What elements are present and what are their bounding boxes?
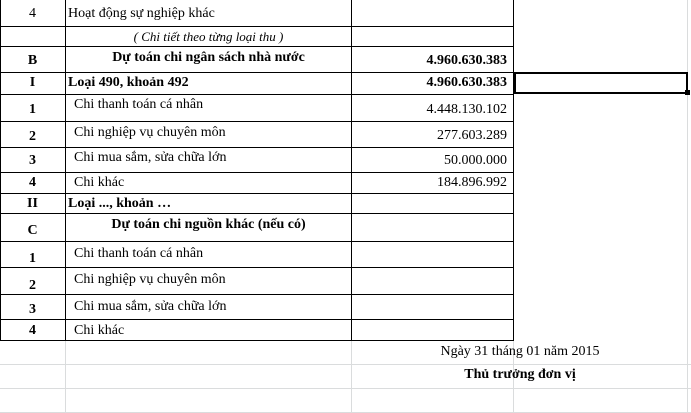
row-content-cell[interactable]: Hoạt động sự nghiệp khác bbox=[68, 6, 215, 21]
table-border bbox=[0, 172, 514, 173]
table-border bbox=[0, 319, 514, 320]
row-amount-cell[interactable]: 50.000.000 bbox=[444, 153, 507, 168]
table-border bbox=[0, 340, 514, 341]
row-content-cell[interactable]: Chi thanh toán cá nhân bbox=[74, 246, 204, 261]
row-number-cell[interactable]: 2 bbox=[29, 278, 36, 293]
table-border bbox=[0, 147, 514, 148]
row-amount-cell[interactable]: 277.603.289 bbox=[437, 128, 507, 143]
gridline bbox=[0, 364, 691, 365]
row-content-cell[interactable]: Chi mua sắm, sửa chữa lớn bbox=[74, 150, 227, 165]
row-number-cell[interactable]: 3 bbox=[29, 302, 36, 317]
row-content-cell[interactable]: Loại 490, khoản 492 bbox=[68, 75, 189, 90]
gridline bbox=[0, 388, 691, 389]
fill-handle[interactable] bbox=[685, 90, 690, 95]
row-content-cell[interactable]: Dự toán chi ngân sách nhà nước bbox=[112, 50, 305, 65]
table-border bbox=[0, 193, 514, 194]
table-border bbox=[0, 241, 514, 242]
table-border bbox=[0, 294, 514, 295]
row-amount-cell[interactable]: 4.448.130.102 bbox=[426, 102, 507, 117]
row-number-cell[interactable]: 4 bbox=[29, 6, 36, 21]
active-cell-selection[interactable] bbox=[514, 72, 688, 94]
row-content-cell[interactable]: ( Chi tiết theo từng loại thu ) bbox=[133, 29, 284, 44]
row-content-cell[interactable]: Loại ..., khoản … bbox=[68, 196, 172, 211]
date-line: Ngày 31 tháng 01 năm 2015 bbox=[440, 344, 600, 359]
table-border bbox=[0, 46, 514, 47]
row-content-cell[interactable]: Dự toán chi nguồn khác (nếu có) bbox=[111, 217, 306, 232]
row-content-cell[interactable]: Chi mua sắm, sửa chữa lớn bbox=[74, 299, 227, 314]
signer-title: Thủ trưởng đơn vị bbox=[464, 367, 576, 382]
row-content-cell[interactable]: Chi nghiệp vụ chuyên môn bbox=[74, 125, 226, 140]
row-number-cell[interactable]: I bbox=[29, 75, 36, 90]
row-amount-cell[interactable]: 184.896.992 bbox=[437, 175, 507, 190]
table-border bbox=[513, 0, 514, 341]
row-number-cell[interactable]: B bbox=[27, 53, 38, 68]
row-content-cell[interactable]: Chi khác bbox=[74, 323, 125, 338]
row-number-cell[interactable]: 1 bbox=[29, 251, 36, 266]
table-border bbox=[0, 94, 514, 95]
row-content-cell[interactable]: Chi thanh toán cá nhân bbox=[74, 97, 204, 112]
row-number-cell[interactable]: 1 bbox=[29, 102, 36, 117]
row-amount-cell[interactable]: 4.960.630.383 bbox=[426, 75, 507, 90]
row-number-cell[interactable]: II bbox=[27, 196, 38, 211]
row-number-cell[interactable]: 2 bbox=[29, 129, 36, 144]
table-border bbox=[0, 72, 514, 73]
row-number-cell[interactable]: 4 bbox=[29, 323, 36, 338]
row-content-cell[interactable]: Chi khác bbox=[74, 175, 125, 190]
table-border bbox=[0, 26, 514, 27]
row-number-cell[interactable]: C bbox=[27, 223, 38, 238]
table-border bbox=[0, 121, 514, 122]
row-content-cell[interactable]: Chi nghiệp vụ chuyên môn bbox=[74, 272, 226, 287]
table-border bbox=[0, 267, 514, 268]
table-border bbox=[0, 213, 514, 214]
row-number-cell[interactable]: 3 bbox=[29, 153, 36, 168]
row-amount-cell[interactable]: 4.960.630.383 bbox=[426, 53, 507, 68]
row-number-cell[interactable]: 4 bbox=[29, 175, 36, 190]
